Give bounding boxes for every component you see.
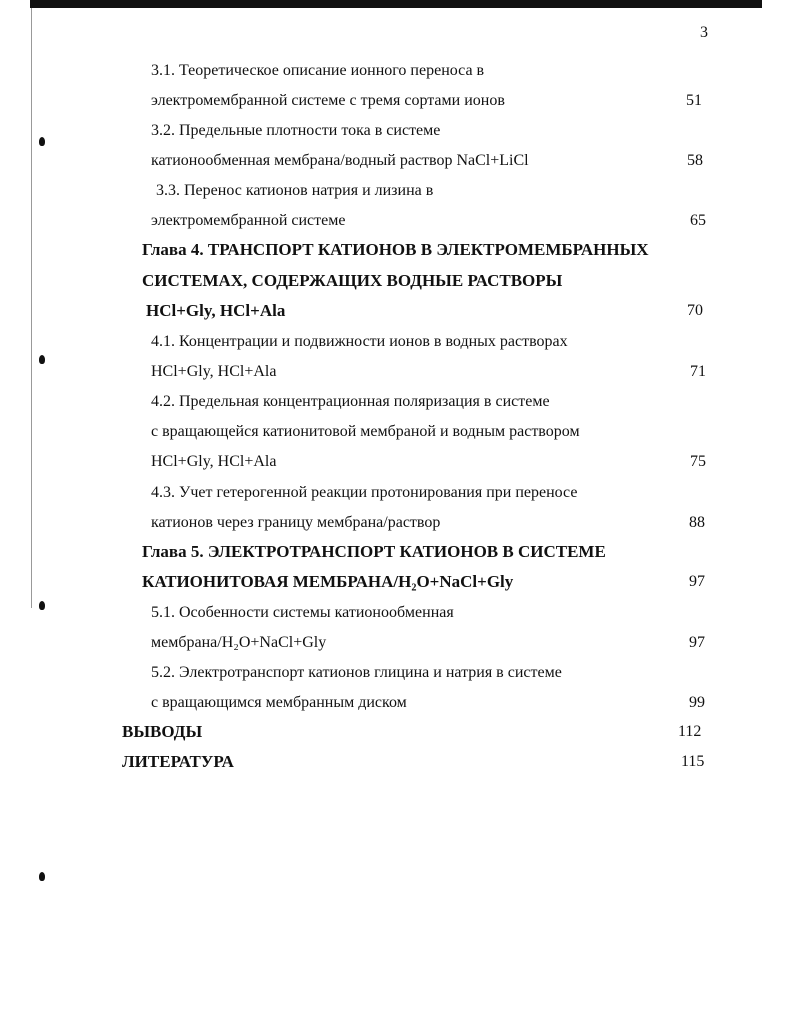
toc-line: 5.2. Электротранспорт катионов глицина и натрия в системе: [151, 664, 562, 681]
toc-page-number: 51: [686, 92, 702, 109]
toc-chapter-heading: Глава 4. ТРАНСПОРТ КАТИОНОВ В ЭЛЕКТРОМЕМБРАННЫХ: [142, 240, 649, 259]
toc-page-number: 75: [690, 453, 706, 470]
scan-mark: [39, 137, 45, 146]
toc-line: 4.3. Учет гетерогенной реакции протонирования при переносе: [151, 484, 578, 501]
toc-line: мембрана/H₂O+NaCl+Gly: [151, 634, 327, 651]
scan-mark: [39, 355, 45, 364]
toc-page-number: 112: [678, 723, 702, 740]
toc-page-number: 70: [687, 302, 703, 319]
toc-line: 4.1. Концентрации и подвижности ионов в водных растворах: [151, 333, 568, 350]
toc-line: HCl+Gly, HCl+Ala: [151, 363, 277, 380]
toc-section-heading: ЛИТЕРАТУРА: [122, 752, 234, 771]
toc-page-number: 88: [689, 514, 705, 531]
toc-line: с вращающимся мембранным диском: [151, 694, 407, 711]
top-border-bar: [30, 0, 762, 8]
toc-chapter-heading: КАТИОНИТОВАЯ МЕМБРАНА/H₂O+NaCl+Gly: [142, 572, 514, 591]
page-number: 3: [700, 24, 708, 41]
toc-line: катионов через границу мембрана/раствор: [151, 514, 441, 531]
toc-line: HCl+Gly, HCl+Ala: [151, 453, 277, 470]
scan-mark: [39, 601, 45, 610]
toc-line: 4.2. Предельная концентрационная поляризация в системе: [151, 393, 550, 410]
toc-line: электромембранной системе: [151, 212, 346, 229]
toc-line: 3.2. Предельные плотности тока в системе: [151, 122, 441, 139]
toc-line: с вращающейся катионитовой мембраной и водным раствором: [151, 423, 580, 440]
toc-page-number: 97: [689, 634, 705, 651]
toc-line: электромембранной системе с тремя сортами ионов: [151, 92, 505, 109]
toc-line: 3.1. Теоретическое описание ионного переноса в: [151, 62, 485, 79]
toc-line: катионообменная мембрана/водный раствор NaCl+LiCl: [151, 152, 529, 169]
toc-page-number: 65: [690, 212, 706, 229]
toc-page-number: 71: [690, 363, 706, 380]
toc-chapter-heading: Глава 5. ЭЛЕКТРОТРАНСПОРТ КАТИОНОВ В СИСТЕМЕ: [142, 542, 606, 561]
toc-chapter-heading: HCl+Gly, HCl+Ala: [146, 301, 286, 320]
left-margin-rule: [31, 8, 32, 608]
toc-chapter-heading: СИСТЕМАХ, СОДЕРЖАЩИХ ВОДНЫЕ РАСТВОРЫ: [142, 271, 563, 290]
toc-page-number: 58: [687, 152, 703, 169]
toc-page-number: 115: [681, 753, 705, 770]
toc-page-number: 97: [689, 573, 705, 590]
toc-line: 5.1. Особенности системы катионообменная: [151, 604, 454, 621]
toc-line: 3.3. Перенос катионов натрия и лизина в: [156, 182, 434, 199]
toc-section-heading: ВЫВОДЫ: [122, 722, 203, 741]
scan-mark: [39, 872, 45, 881]
toc-page-number: 99: [689, 694, 705, 711]
